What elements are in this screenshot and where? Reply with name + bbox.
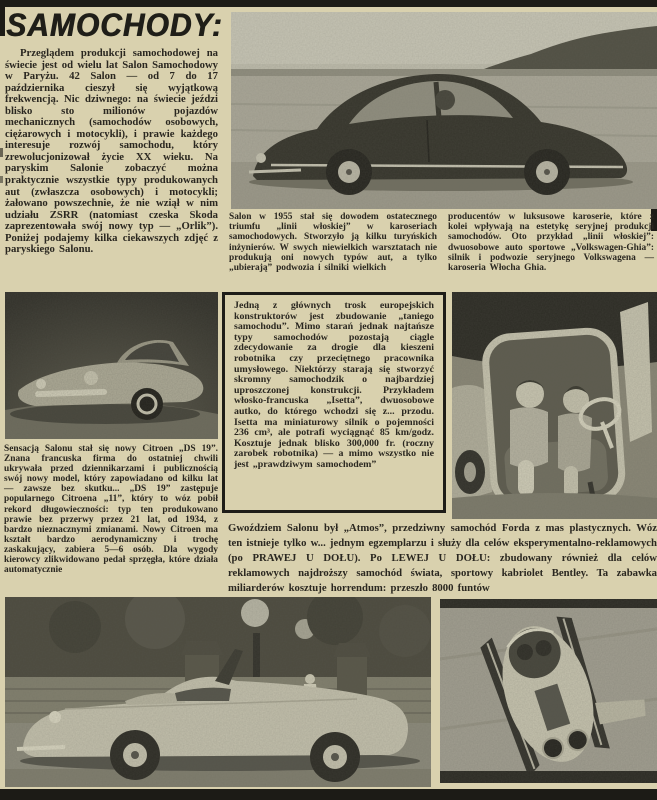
- top-rule-bar: [0, 0, 657, 7]
- isetta-illustration: [452, 292, 657, 519]
- volkswagen-ghia-illustration: [231, 12, 657, 209]
- citroen-paragraph: Sensacją Salonu stał się nowy Citroen „DS 19”. Znana francuska firma do ostatniej chwili ukrywała przed dziennikarzami i publicznością swój nowy model, który zapowiadano od kilku lat — zawsze bez skutku... „DS 19” zastępuje popularnego Citroena „11”, który to wóz pobił rekord długowieczności: typ ten produkowano prawie bez przerwy przez 21 lat, od 1934, z bardzo nieznacznymi zmianami. Nowy Citroen ma kształt bardzo aerodynamiczny i trochę zaskakujący, zabiera 5—6 osób. Dla wygody kierowcy zlikwidowano pedał sprzęgła, które działa automatycznie: [4, 444, 218, 576]
- page-edge-mark: [0, 176, 3, 183]
- bottom-rule-bar: [0, 789, 657, 800]
- citroen-ds19-illustration: [5, 292, 218, 439]
- bentley-illustration: [5, 597, 431, 787]
- page-edge-mark: [0, 0, 5, 36]
- page-title: SAMOCHODY:: [6, 8, 223, 44]
- photo-isetta-passengers: [452, 292, 657, 519]
- photo-citroen-ds19: [5, 292, 218, 439]
- photo-volkswagen-ghia: [231, 12, 657, 209]
- ford-atmos-illustration: [440, 599, 657, 783]
- photo-bentley-cabriolet: [5, 597, 431, 787]
- vw-caption-left-column: Salon w 1955 stał się dowodem ostatecznego triumfu „linii włoskiej” w karoseriach samochodowych. Stworzyło ją kilku turyńskich inżynierów. W swych niewielkich warsztatach nie produkują oni nowych typów aut, a tylko „ubierają” podwozia i silniki wielkich: [229, 212, 437, 274]
- atmos-bentley-paragraph: Gwoździem Salonu był „Atmos”, przedziwny samochód Forda z mas plastycznych. Wóz ten istnieje tylko w... jednym egzemplarzu i służy dla celów eksperymentalno-reklamowych (po PRAWEJ U DOŁU). Po LEWEJ U DOŁU: zbudowany również dla celów reklamowych najdroższy samochód świata, sportowy kabriolet Bentley. Ta zabawka miliarderów kosztuje horrendum: przeszło 8000 funtów: [228, 522, 657, 595]
- photo-ford-atmos: [440, 599, 657, 783]
- intro-paragraph: Przeglądem produkcji samochodowej na świecie jest od wielu lat Salon Samochodowy w Paryżu. 42 Salon — od 7 do 17 października cieszył się wyjątkową frekwencją. Nic dziwnego: na świecie jeździ blisko sto milionów pojazdów mechanicznych (samochodów osobowych, ciężarowych i motocykli), i prawie każdego interesuje rozwój samochodu, który zrewolucjonizował życie XX wieku. Na paryskim Salonie zobaczyć można praktycznie wszystkie typy produkowanych aut (zwłaszcza osobowych) i motocykli; żałowano powszechnie, że nie wziął w nim udziału ZSRR (natomiast czeska Skoda zaprezentowała swój nowy typ — „Orlik”). Poniżej podajemy kilka ciekawszych zdjęć z paryskiego Salonu.: [5, 47, 218, 256]
- page-edge-mark: [0, 148, 3, 157]
- isetta-boxed-article: Jedną z głównych trosk europejskich konstruktorów jest zbudowanie „taniego samochodu”. Mimo starań jednak najtańsze typy samochodów pozostają ciągle zdecydowanie za drogie dla kieszeni robotnika czy przeciętnego pracownika umysłowego. Niektórzy starają się stworzyć skromny samochodzik o najbardziej uproszczonej konstrukcji. Przykładem włosko-francuska „Isetta”, dwuosobowe autko, do którego wchodzi się z... przodu. Isetta ma miniaturowy silnik o pojemności 236 cm³, ale potrafi wyciągnąć 85 km/godz. Kosztuje jednak blisko 300,000 fr. (roczny zarobek robotnika) — a mimo wszystko nie jest „prawdziwym samochodem”: [222, 292, 446, 513]
- vw-caption-right-column: producentów w luksusowe karoserie, które z kolei wpływają na estetykę seryjnej produkcji samochodów. Oto przykład „linii włoskiej”: dwuosobowe auto sportowe „Volkswagen-Ghia”: silnik i podwozie seryjnego Volkswagena — karoseria Włocha Ghia.: [448, 212, 654, 274]
